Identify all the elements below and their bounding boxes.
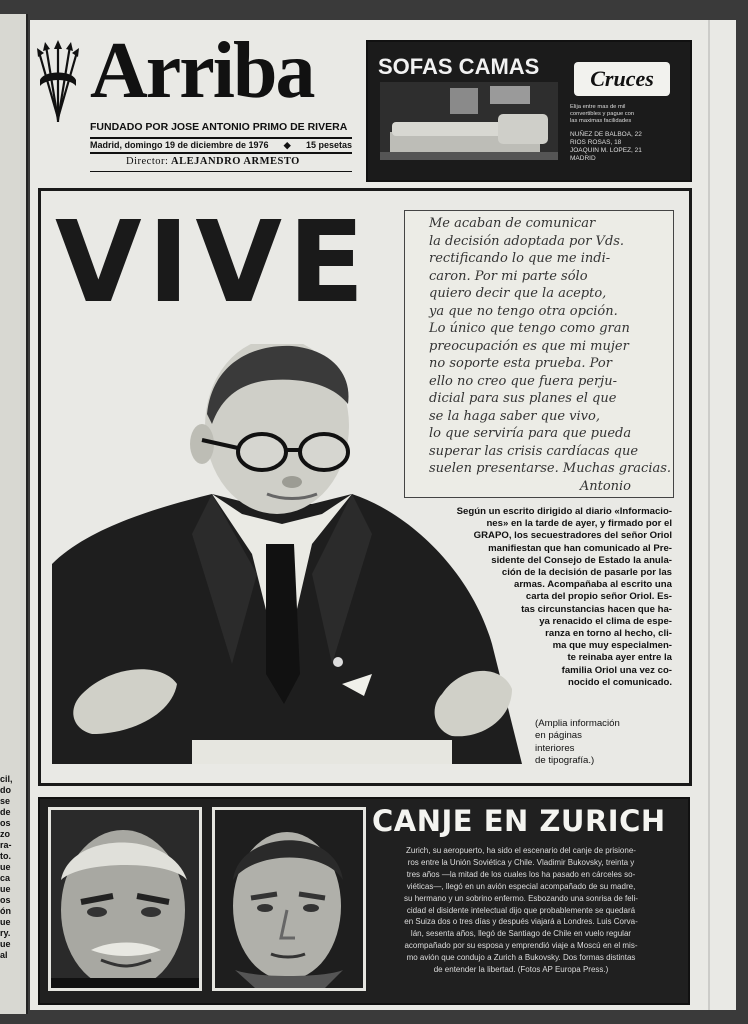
previous-page-fragment: ue xyxy=(0,884,11,894)
sofa-bed-advertisement xyxy=(366,40,692,182)
main-headline: VIVE xyxy=(55,198,371,328)
ad-addresses: NUÑEZ DE BALBOA, 22 RIOS ROSAS, 18 JOAQUIN M. LOPEZ, 21 MADRID xyxy=(570,131,642,162)
previous-page-fragment: ra- xyxy=(0,840,12,850)
story-line: nes» en la tarde de ayer, y firmado por el xyxy=(486,518,672,530)
letter-line: se la haga saber que vivo, xyxy=(429,408,600,424)
bottom-story-line: de entender la libertad. (Fotos AP Europa Press.) xyxy=(433,965,609,975)
previous-page-fragment: os xyxy=(0,818,11,828)
founder-line: FUNDADO POR JOSE ANTONIO PRIMO DE RIVERA xyxy=(90,121,348,133)
story-line: ranza en torno al hecho, cli- xyxy=(545,628,672,640)
story-line: carta del propio señor Oriol. Es- xyxy=(525,591,672,603)
letter-line: suelen presentarse. Muchas gracias. xyxy=(429,461,672,476)
letter-line: no soporte esta prueba. Por xyxy=(429,356,612,371)
story-line: armas. Acompañaba al escrito una xyxy=(513,579,672,591)
reference-line: (Amplia información xyxy=(535,718,620,729)
previous-page-fragment: ca xyxy=(0,873,11,883)
previous-page-fragment: to. xyxy=(0,851,11,861)
bottom-story-line: mo avión que condujo a Zurich a Bukovsky. Dos formas distintas xyxy=(406,953,636,963)
previous-page-fragment: ue xyxy=(0,939,11,949)
newspaper-logo: Arriba xyxy=(90,27,314,115)
ad-sofa-photo xyxy=(380,82,558,160)
previous-page-fragment: do xyxy=(0,785,11,795)
issue-price: 15 pesetas xyxy=(305,140,352,150)
story-line: te reinaba ayer entre la xyxy=(567,652,672,664)
ad-title: SOFAS CAMAS xyxy=(378,54,540,79)
director-name: ALEJANDRO ARMESTO xyxy=(171,156,300,167)
story-line: ción de la decisión de pasarle por las xyxy=(501,567,672,579)
dateline xyxy=(90,137,352,154)
previous-page-fragment: ry. xyxy=(0,928,11,938)
story-line: ma que muy especialmen- xyxy=(552,640,672,652)
story-line: familia Oriol una vez co- xyxy=(561,664,672,676)
letter-line: quiero decir que la acepto, xyxy=(429,286,607,301)
more-info-reference xyxy=(535,718,620,768)
main-story-text xyxy=(372,506,672,689)
masthead-rule xyxy=(90,171,352,172)
handwritten-letter xyxy=(404,210,674,498)
previous-page-edge xyxy=(0,14,28,1014)
bottom-story-line: ros entre la Unión Soviética y Chile. Vladimir Bukovsky, treinta y xyxy=(407,857,635,867)
bottom-story-line: cidad el disidente intelectual dijo que probablemente se quedará xyxy=(406,905,636,915)
previous-page-fragment: zo xyxy=(0,829,10,839)
letter-line: Me acaban de comunicar xyxy=(429,216,596,231)
previous-page-fragment: cil, xyxy=(0,774,13,784)
story-line: GRAPO, los secuestradores del señor Oriol xyxy=(473,530,672,542)
bottom-story-line: su hermano y un sobrino enfermo. Esbozando una sonrisa de feli- xyxy=(404,893,638,903)
letter-line: preocupación es que mi mujer xyxy=(429,338,629,354)
ad-brand-logo: Cruces xyxy=(574,62,670,96)
reference-line: de tipografía.) xyxy=(535,755,595,767)
director-line xyxy=(126,155,300,169)
story-line: tas circunstancias hacen que ha- xyxy=(521,603,672,615)
story-line: sidente del Consejo de Estado la anula- xyxy=(491,554,672,566)
previous-page-fragment: ón xyxy=(0,906,11,916)
letter-signature: Antonio xyxy=(579,479,631,494)
story-line: ya renacido el clima de espe- xyxy=(539,615,672,627)
bottom-story-line: Zurich, su aeropuerto, ha sido el escenario del canje de prisione- xyxy=(406,846,636,855)
letter-line: la decisión adoptada por Vds. xyxy=(429,233,625,249)
previous-page-fragment: ue xyxy=(0,917,11,927)
price-divider-icon: ◆ xyxy=(283,140,291,150)
bottom-story-text xyxy=(370,845,672,976)
director-label: Director: xyxy=(126,156,169,167)
bukovsky-photo xyxy=(212,807,366,991)
letter-line: Lo único que tengo como gran xyxy=(429,321,630,336)
letter-line: ello no creo que fuera perju- xyxy=(429,373,617,389)
previous-page-text xyxy=(0,774,26,961)
previous-page-fragment: al xyxy=(0,950,8,960)
story-line: manifiestan que han comunicado al Pre- xyxy=(488,542,672,554)
page-fold-shadow xyxy=(708,20,710,1010)
ad-tagline: Elija entre mas de mil convertibles y pague con las maximas facilidades xyxy=(570,104,635,125)
yoke-and-arrows-emblem xyxy=(36,40,80,126)
reference-line: en páginas xyxy=(535,730,582,742)
bottom-story-line: lán, sesenta años, llegó de Santiago de Chile en vuelo regular xyxy=(410,929,632,939)
previous-page-fragment: de xyxy=(0,807,11,817)
story-line: nocido el comunicado. xyxy=(568,676,672,688)
issue-date: Madrid, domingo 19 de diciembre de 1976 xyxy=(90,140,269,150)
corvalan-photo xyxy=(48,807,202,991)
previous-page-fragment: ue xyxy=(0,862,11,872)
letter-line: lo que serviría para que pueda xyxy=(429,426,632,441)
bottom-story-line: viéticas—, llegó en un avión especial acompañado de su madre, xyxy=(406,881,636,891)
letter-line: caron. Por mi parte sólo xyxy=(429,268,588,284)
letter-line: rectificando lo que me indi- xyxy=(429,251,611,266)
letter-line: dicial para sus planes el que xyxy=(429,391,617,406)
previous-page-fragment: os xyxy=(0,895,11,905)
previous-page-fragment: se xyxy=(0,796,11,806)
story-line: Según un escrito dirigido al diario «Informacio- xyxy=(456,506,672,517)
bottom-story-line: acompañado por su esposa y emprendió viaje a Moscú en el mis- xyxy=(404,941,638,951)
bottom-headline: CANJE EN ZURICH xyxy=(372,804,666,838)
bottom-story-line: en Suiza dos o tres días y después viajará a Londres. Luis Corva- xyxy=(404,917,638,927)
letter-line: superar las crisis cardíacas que xyxy=(429,443,639,459)
letter-line: ya que no tengo otra opción. xyxy=(429,303,618,319)
reference-line: interiores xyxy=(535,742,575,754)
bottom-story-line: tres años —la mitad de los cuales los ha pasado en cárceles so- xyxy=(406,869,636,879)
